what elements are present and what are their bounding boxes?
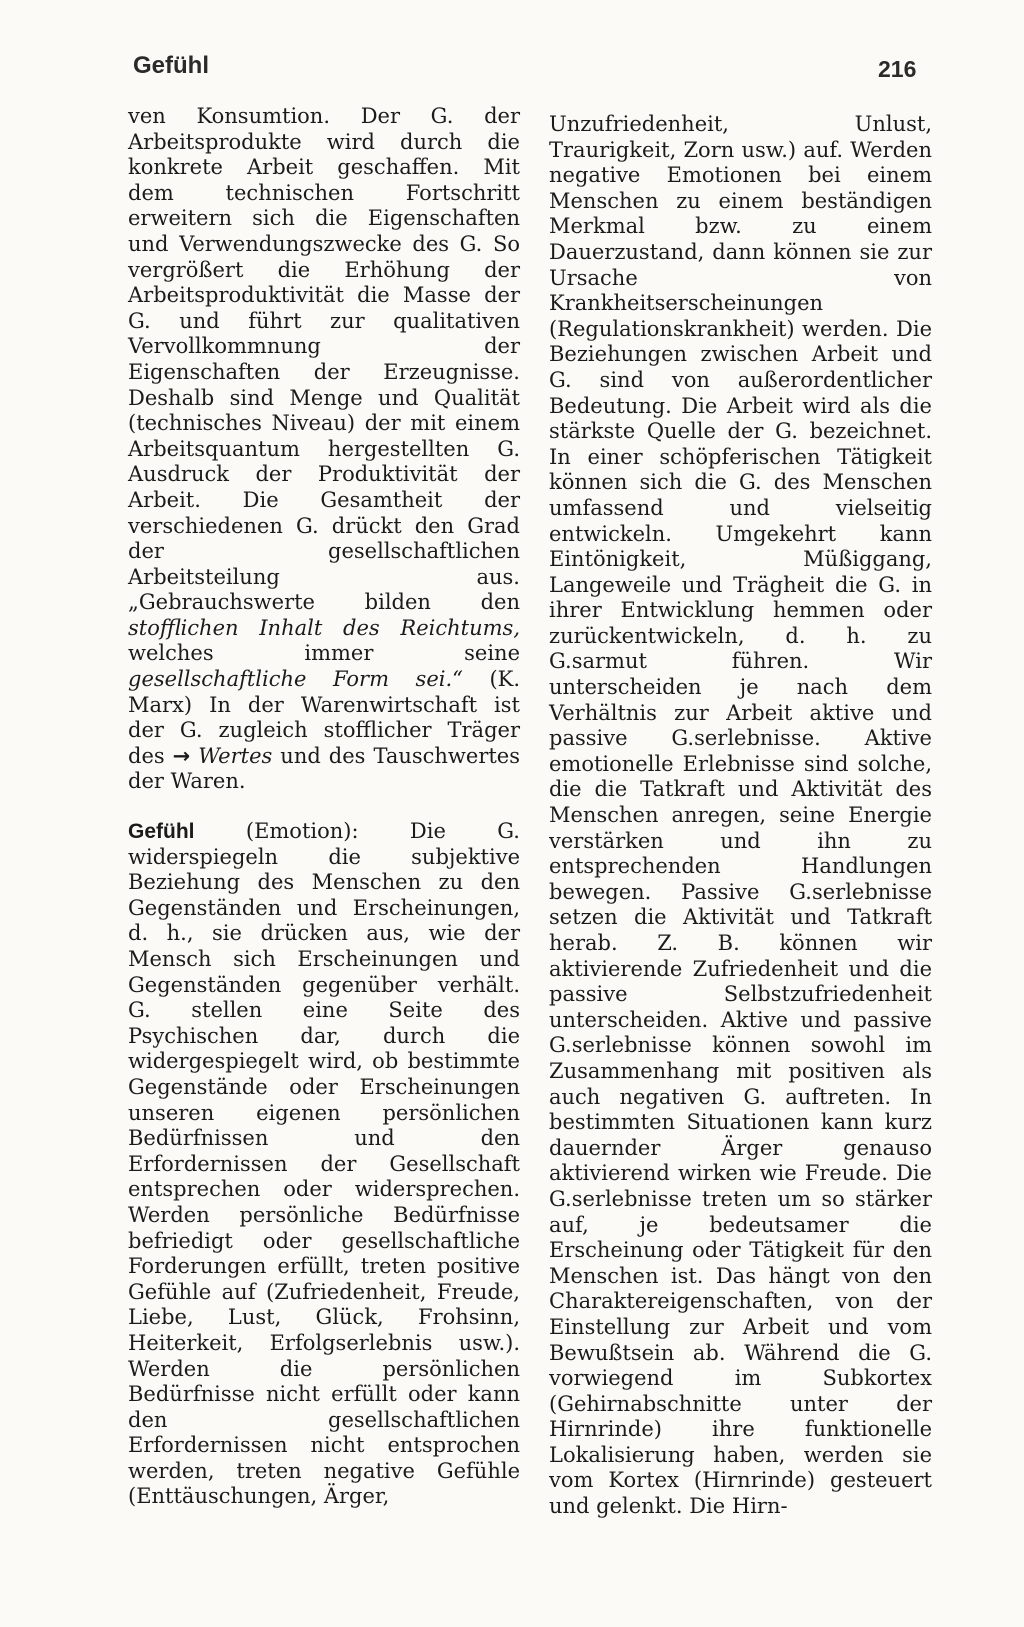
text-run: (K. Marx) In der Warenwirtschaft ist der G. zugleich stofflicher Träger des xyxy=(128,667,520,768)
entry-headword: Gefühl xyxy=(128,820,195,844)
entry-gefuehl xyxy=(128,819,520,1510)
text-run: und des Tauschwertes der Waren. xyxy=(128,743,521,794)
right-column xyxy=(549,112,932,1520)
italic-quote-2: gesellschaftliche Form sei.“ xyxy=(128,667,463,692)
paragraph-gefuehl-continuation: Unzufriedenheit, Unlust, Traurigkeit, Zorn usw.) auf. Werden negative Emotionen bei einem Menschen zu einem beständigen Merkmal bzw. zu einem Dauerzustand, dann können sie zur Ursache von Krankheitserscheinungen (Regulationskrankheit) werden. Die Beziehungen zwischen Arbeit und G. sind von außerordentlicher Bedeutung. Die Arbeit wird als die stärkste Quelle der G. bezeichnet. In einer schöpferischen Tätigkeit können sich die G. des Menschen umfassend und vielseitig entwickeln. Umgekehrt kann Eintönigkeit, Müßiggang, Langeweile und Trägheit die G. in ihrer Entwicklung hemmen oder zurückentwickeln, d. h. zu G.sarmut führen. Wir unterscheiden je nach dem Verhältnis zur Arbeit aktive und passive G.serlebnisse. Aktive emotionelle Erlebnisse sind solche, die die Tatkraft und Aktivität des Menschen anregen, seine Energie verstärken und ihn zu entsprechenden Handlungen bewegen. Passive G.serlebnisse setzen die Aktivität und Tatkraft herab. Z. B. können wir aktivierende Zufriedenheit und die passive Selbstzufriedenheit unterscheiden. Aktive und passive G.serlebnisse können sowohl im Zusammenhang mit positiven als auch negativen G. auftreten. In bestimmten Situationen kann kurz dauernder Ärger genauso aktivierend wirken wie Freude. Die G.serlebnisse treten um so stärker auf, je bedeutsamer die Erscheinung oder Tätigkeit für den Menschen ist. Das hängt von den Charaktereigenschaften, von der Einstellung zur Arbeit und vom Bewußtsein ab. Während die G. vorwiegend im Subkortex (Gehirnabschnitte unter der Hirnrinde) ihre funktionelle Lokalisierung haben, werden sie vom Kortex (Hirnrinde) gesteuert und gelenkt. Die Hirn- xyxy=(549,112,932,1519)
page-number: 216 xyxy=(878,56,917,82)
entry-text: (Emotion): Die G. widerspiegeln die subjektive Beziehung des Menschen zu den Gegenständen und Erscheinungen, d. h., sie drücken aus, wie der Mensch sich Erscheinungen und Gegenständen gegenüber verhält. G. stellen eine Seite des Psychischen dar, durch die widergespiegelt wird, ob bestimmte Gegenstände oder Erscheinungen unseren eigenen persönlichen Bedürfnissen und den Erfordernissen der Gesellschaft entsprechen oder widersprechen. Werden persönliche Bedürfnisse befriedigt oder gesellschaftliche Forderungen erfüllt, treten positive Gefühle auf (Zufriedenheit, Freude, Liebe, Lust, Glück, Frohsinn, Heiterkeit, Erfolgserlebnis usw.). Werden die persönlichen Bedürfnisse nicht erfüllt oder kann den gesellschaftlichen Erfordernissen nicht entsprochen werden, treten negative Gefühle (Enttäuschungen, Ärger, xyxy=(128,819,520,1509)
paragraph-gebrauchswert-continuation xyxy=(128,104,520,795)
text-run: ven Konsumtion. Der G. der Arbeitsprodukte wird durch die konkrete Arbeit geschaffen. Mit dem technischen Fortschritt erweitern sich die Eigenschaften und Verwendungszwecke des G. So vergrößert die Erhöhung der Arbeitsproduktivität die Masse der G. und führt zur qualitativen Vervollkommnung der Eigenschaften der Erzeugnisse. Deshalb sind Menge und Qualität (technisches Niveau) der mit einem Arbeitsquantum hergestellten G. Ausdruck der Produktivität der Arbeit. Die Gesamtheit der verschiedenen G. drückt den Grad der gesellschaftlichen Arbeitsteilung aus. „Gebrauchswerte bilden den xyxy=(128,104,520,615)
running-head: Gefühl xyxy=(133,52,209,79)
left-column xyxy=(128,104,520,1510)
text-run: welches immer seine xyxy=(128,641,520,666)
italic-quote-1: stofflichen Inhalt des Reichtums, xyxy=(128,615,520,640)
cross-reference-arrow-icon: → xyxy=(172,743,191,768)
cross-reference-term: Wertes xyxy=(198,743,273,768)
